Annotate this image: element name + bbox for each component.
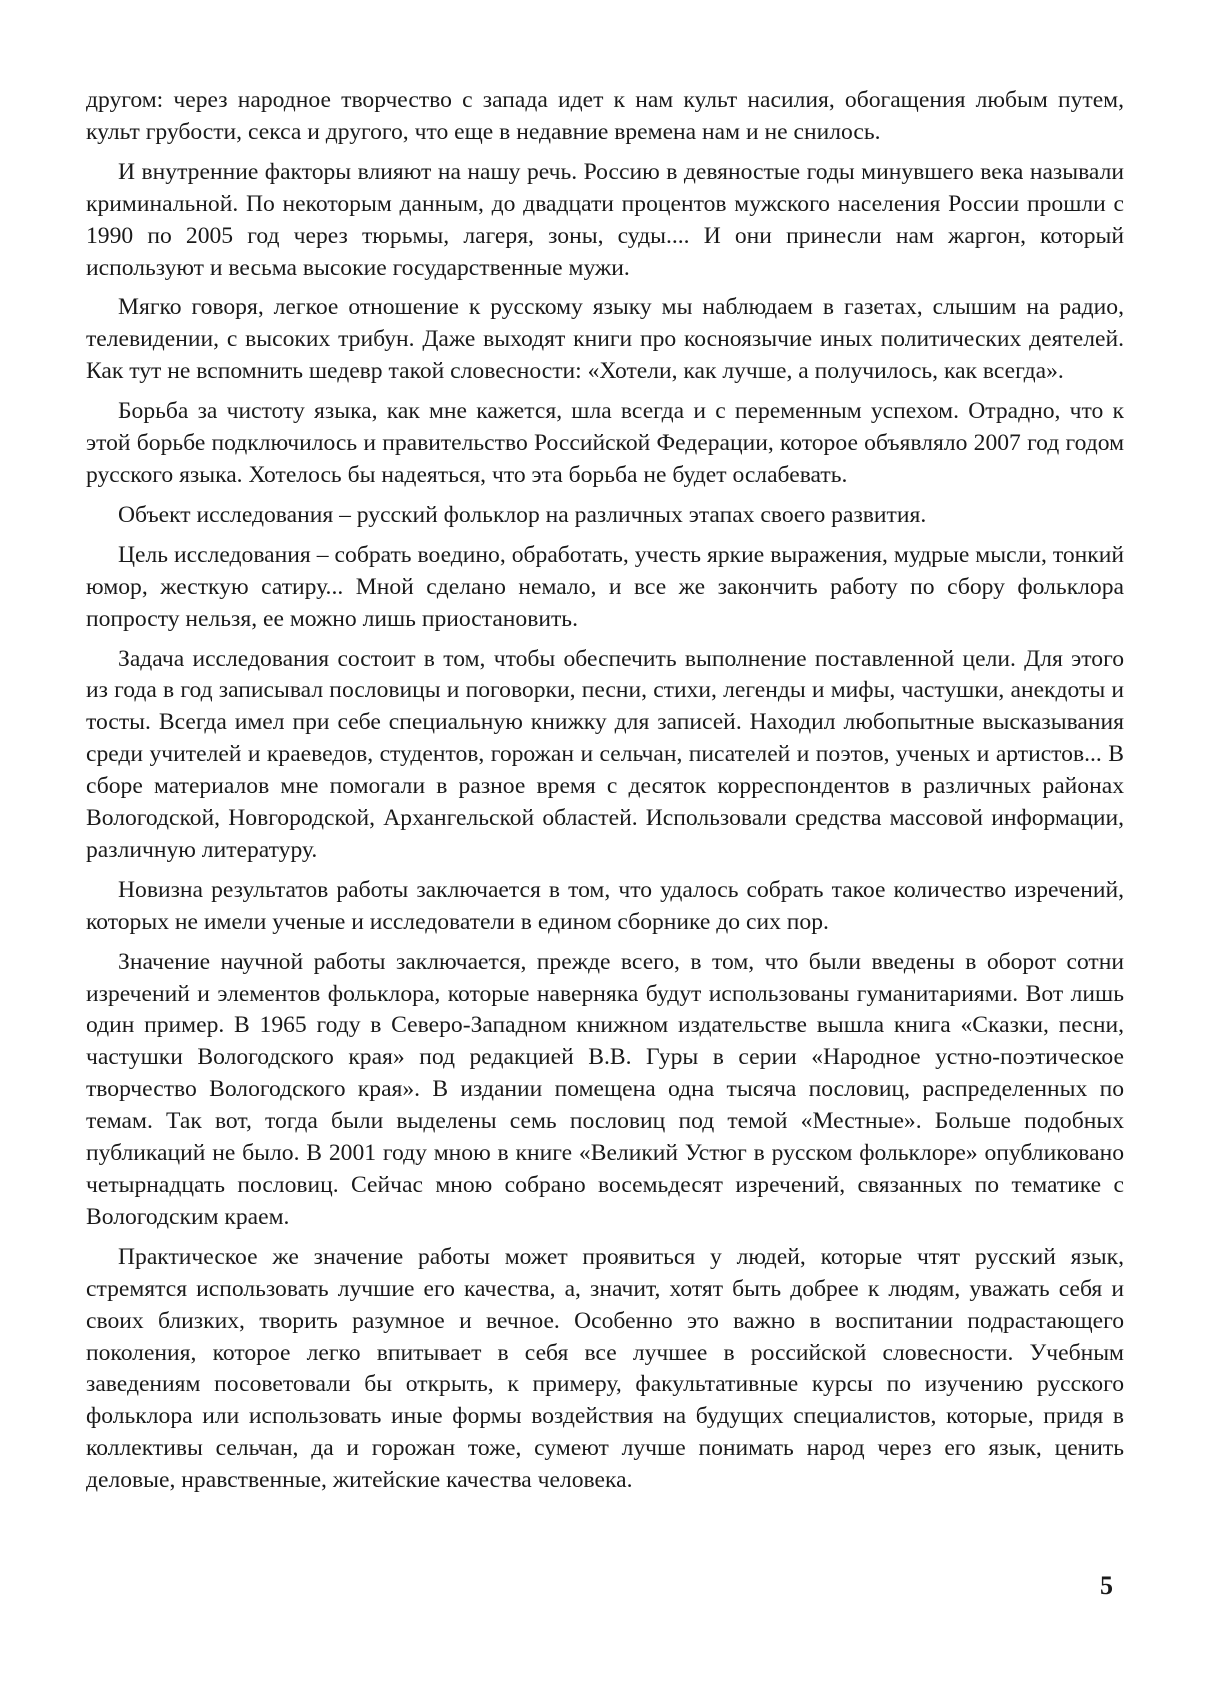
- paragraph: Объект исследования – русский фольклор на различных этапах своего развития.: [118, 501, 927, 528]
- paragraph: И внутренние факторы влияют на нашу речь. Россию в девяностые годы минувшего века называли криминальной. По некоторым данным, до двадцати процентов мужского населения России прошли с 1990 по 2005 год через тюрьмы, лагеря, зоны, суды.... И они принесли нам жаргон, который используют и весьма высокие государственные мужи.: [86, 158, 1124, 281]
- paragraph: другом: через народное творчество с запада идет к нам культ насилия, обогащения любым путем, культ грубости, секса и другого, что еще в недавние времена нам и не снилось.: [86, 87, 1124, 145]
- paragraph: Практическое же значение работы может проявиться у людей, которые чтят русский язык, стремятся использовать лучшие его качества, а, значит, хотят быть добрее к людям, уважать себя и своих близких, творить разумное и вечное. Особенно это важно в воспитании подрастающего поколения, которое легко впитывает в себя все лучшее в российской словесности. Учебным заведениям посоветовали бы открыть, к примеру, факультативные курсы по изучению русского фольклора или использовать иные формы воздействия на будущих специалистов, которые, придя в коллективы сельчан, да и горожан тоже, сумеют лучше понимать народ через его язык, ценить деловые, нравственные, житейские качества человека.: [86, 1243, 1124, 1494]
- paragraph: Задача исследования состоит в том, чтобы обеспечить выполнение поставленной цели. Для этого из года в год записывал пословицы и поговорки, песни, стихи, легенды и мифы, частушки, анекдоты и тосты. Всегда имел при себе специальную книжку для записей. Находил любопытные высказывания среди учителей и краеведов, студентов, горожан и сельчан, писателей и поэтов, ученых и артистов... В сборе материалов мне помогали в разное время с десяток корреспондентов в различных районах Вологодской, Новгородской, Архангельской областей. Использовали средства массовой информации, различную литературу.: [86, 645, 1124, 863]
- body-text: [86, 85, 1124, 1505]
- page-number: 5: [1100, 1571, 1113, 1600]
- paragraph: Цель исследования – собрать воедино, обработать, учесть яркие выражения, мудрые мысли, тонкий юмор, жесткую сатиру... Мной сделано немало, и все же закончить работу по сбору фольклора попросту нельзя, ее можно лишь приостановить.: [86, 541, 1124, 632]
- paragraph: Новизна результатов работы заключается в том, что удалось собрать такое количество изречений, которых не имели ученые и исследователи в едином сборнике до сих пор.: [86, 876, 1124, 935]
- paragraph: Борьба за чистоту языка, как мне кажется, шла всегда и с переменным успехом. Отрадно, что к этой борьбе подключилось и правительство Российской Федерации, которое объявляло 2007 год годом русского языка. Хотелось бы надеяться, что эта борьба не будет ослабевать.: [86, 398, 1124, 488]
- paragraph: Мягко говоря, легкое отношение к русскому языку мы наблюдаем в газетах, слышим на радио, телевидении, с высоких трибун. Даже выходят книги про косноязычие иных политических деятелей. Как тут не вспомнить шедевр такой словесности: «Хотели, как лучше, а получилось, как всегда».: [86, 294, 1124, 385]
- paragraph: Значение научной работы заключается, прежде всего, в том, что были введены в оборот сотни изречений и элементов фольклора, которые наверняка будут использованы гуманитариями. Вот лишь один пример. В 1965 году в Северо-Западном книжном издательстве вышла книга «Сказки, песни, частушки Вологодского края» под редакцией В.В. Гуры в серии «Народное устно-поэтическое творчество Вологодского края». В издании помещена одна тысяча пословиц, распределенных по темам. Так вот, тогда были выделены семь пословиц под темой «Местные». Больше подобных публикаций не было. В 2001 году мною в книге «Великий Устюг в русском фольклоре» опубликовано четырнадцать пословиц. Сейчас мною собрано восемьдесят изречений, связанных по тематике с Вологодским краем.: [86, 948, 1124, 1230]
